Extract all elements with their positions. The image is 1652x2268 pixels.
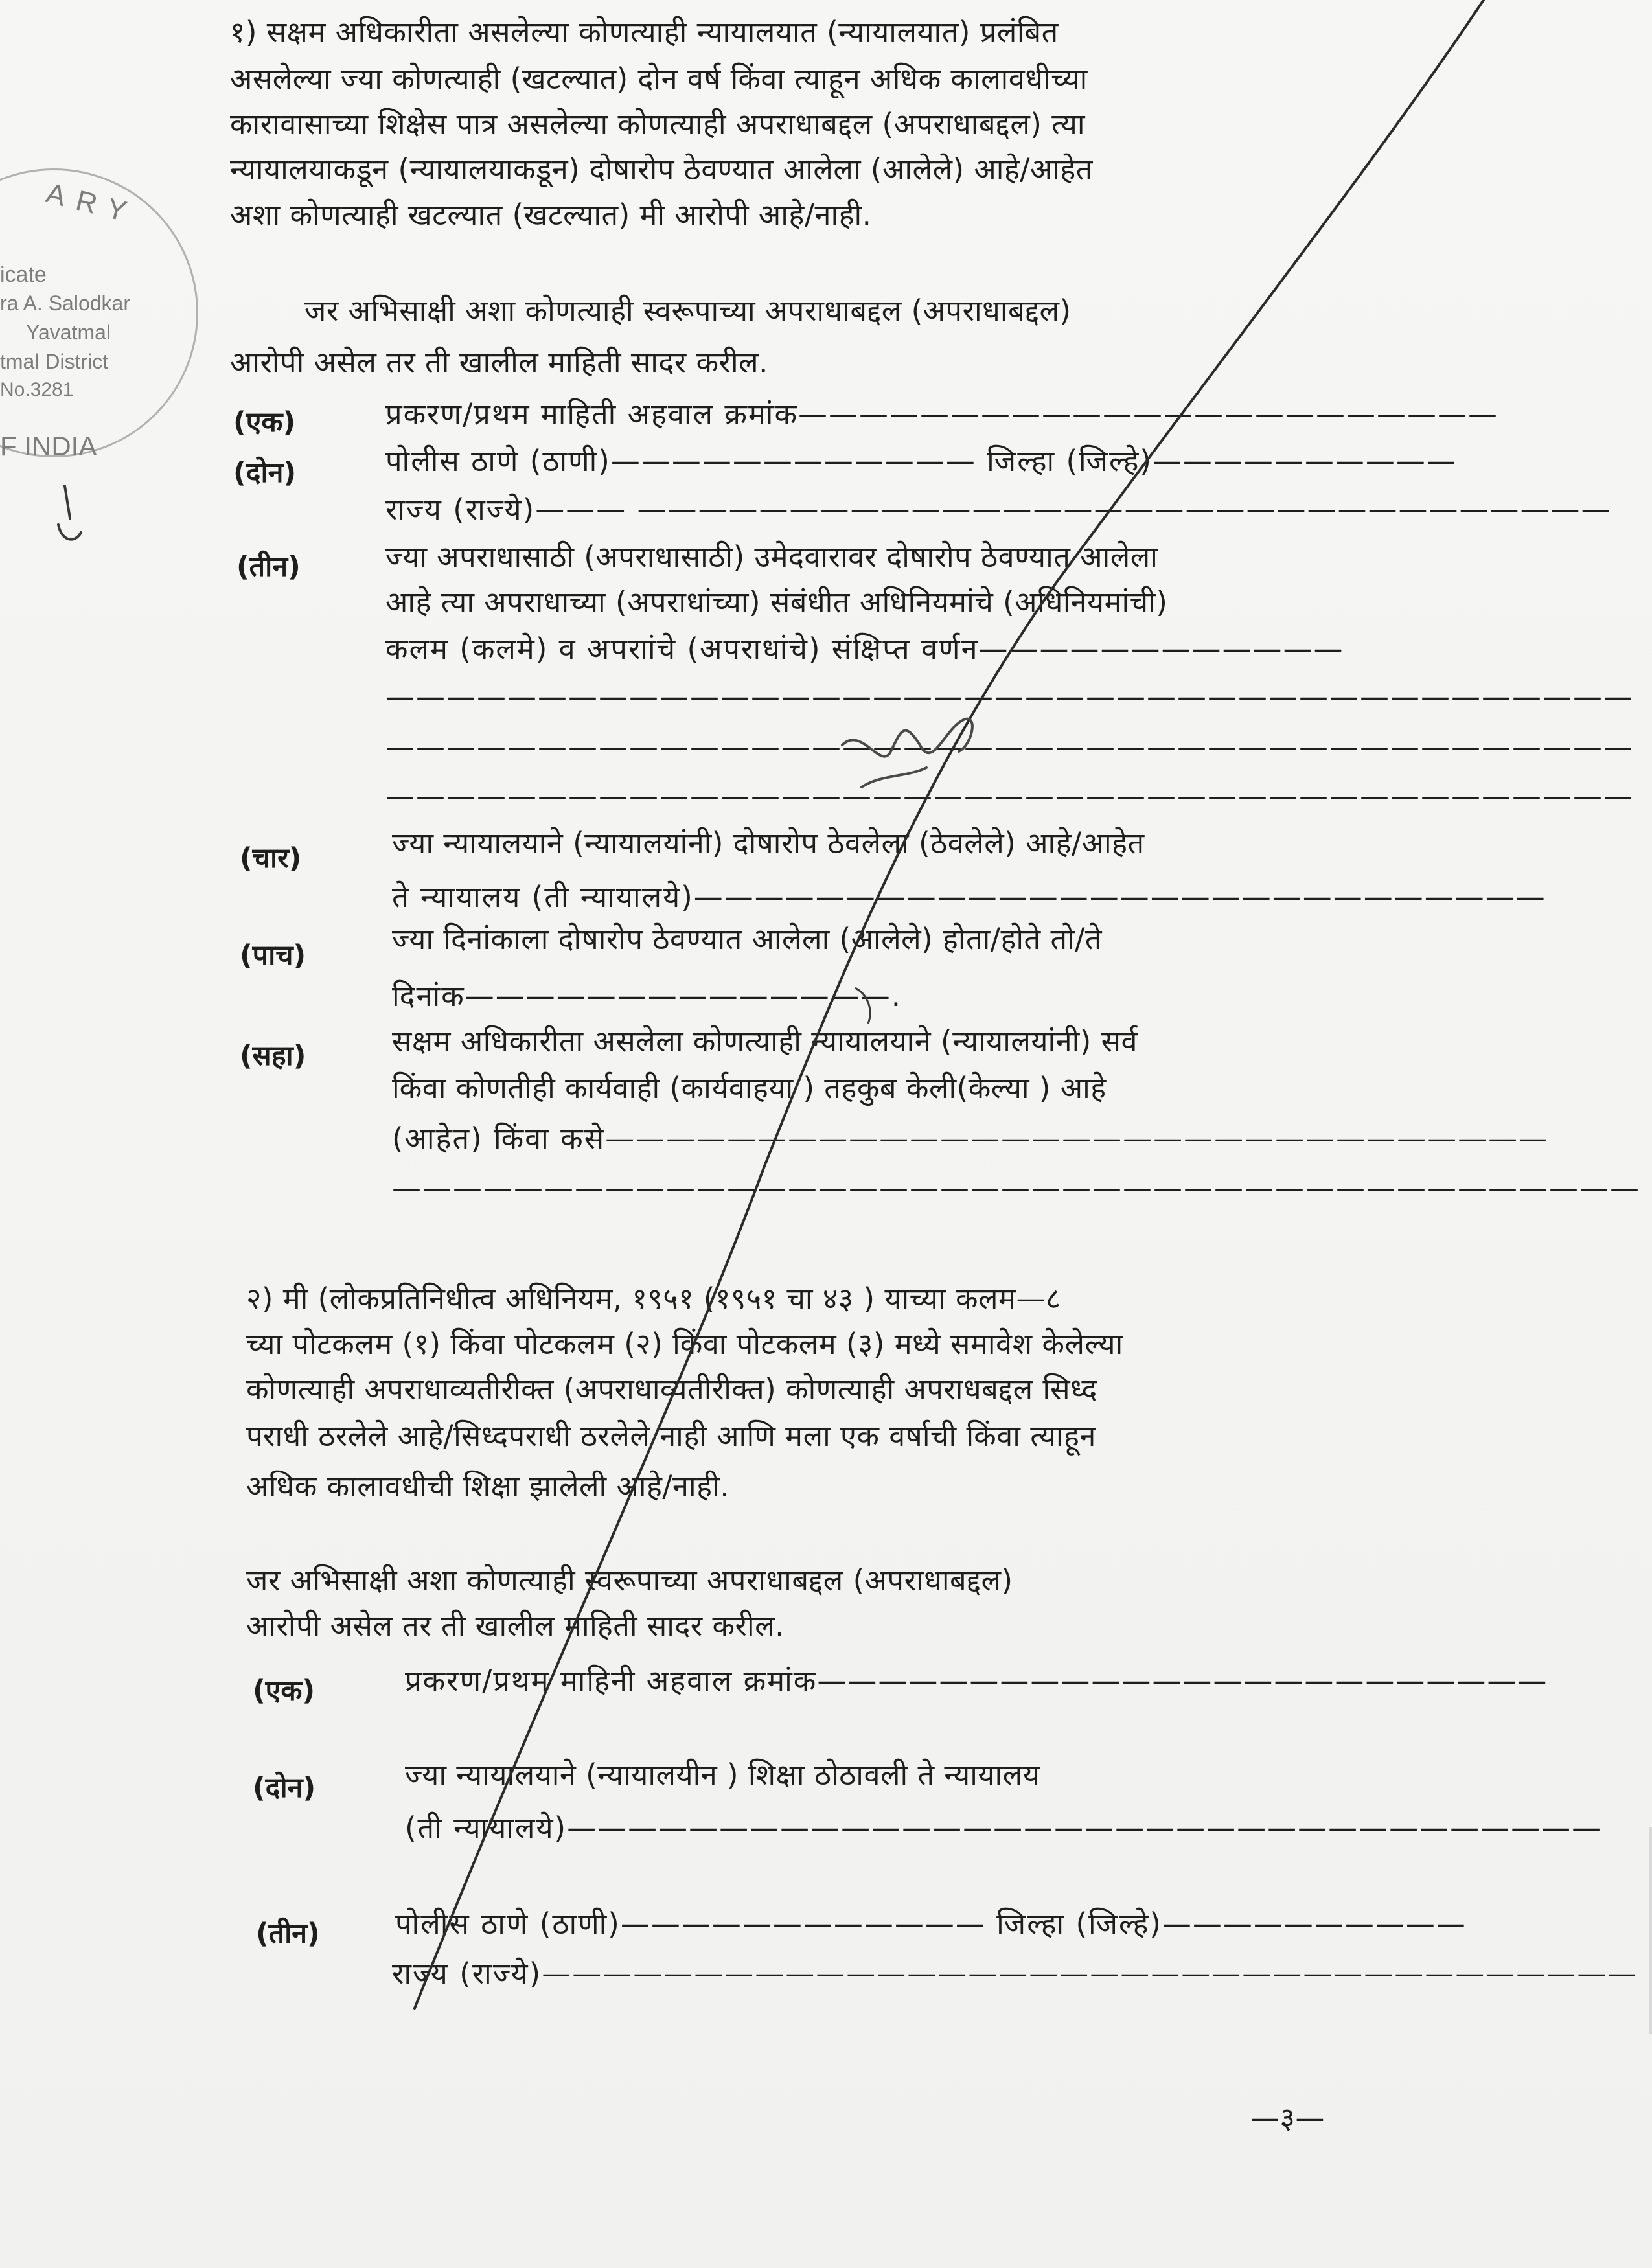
section1-line: न्यायालयाकडून (न्यायालयाकडून) दोषारोप ठेवण्यात आलेला (आलेले) आहे/आहेत [230, 152, 1093, 187]
item-label: (दोन) [233, 457, 297, 489]
stamp-text: ra A. Salodkar [0, 292, 130, 315]
offence-text: आहे त्या अपराधाच्या (अपराधांच्या) संबंधीत अधिनियमांचे (अधिनियमांची) [385, 585, 1168, 619]
blank-line: ————————————————————————————————————————— [385, 730, 1634, 764]
date-text: ज्या दिनांकाला दोषारोप ठेवण्यात आलेला (आलेले) होता/होते तो/ते [392, 922, 1103, 956]
page-number: —३— [1250, 2101, 1325, 2135]
section1-line: असलेल्या ज्या कोणत्याही (खटल्यात) दोन वर्ष किंवा त्याहून अधिक कालावधीच्या [230, 62, 1088, 96]
police-station-field: पोलीस ठाणे (ठाणी)———————————— जिल्हा (जिल्हे)—————————— [385, 444, 1457, 478]
section1-line: १) सक्षम अधिकारीता असलेल्या कोणत्याही न्यायालयात (न्यायालयात) प्रलंबित [230, 15, 1059, 49]
stamp-text: No.3281 [0, 379, 74, 400]
fir-number-field: प्रकरण/प्रथम माहिती अहवाल क्रमांक——————————————————————— [385, 397, 1499, 431]
blank-line: ————————————————————————————————————————— [392, 1171, 1640, 1206]
item-label: (एक) [233, 406, 296, 439]
offence-text: कलम (कलमे) व अपराांचे (अपराधांचे) संक्षिप्त वर्णन———————————— [385, 632, 1344, 666]
stamp-text-bottom: F INDIA [0, 431, 97, 461]
proceedings-text: सक्षम अधिकारीता असलेला कोणत्याही न्यायालयाने (न्यायालयांनी) सर्व [392, 1024, 1138, 1059]
blank-line: ————————————————————————————————————————— [385, 779, 1634, 814]
sentencing-court-field: (ती न्यायालये)—————————————————————————————————— [405, 1811, 1603, 1845]
stamp-text: icate [0, 262, 47, 287]
item-label: (चार) [240, 842, 302, 875]
section2-intro: जर अभिसाक्षी अशा कोणत्याही स्वरूपाच्या अपराधाबद्दल (अपराधाबद्दल) [246, 1563, 1013, 1598]
section2-line: २) मी (लोकप्रतिनिधीत्व अधिनियम, १९५१ (१९५१ चा ४३ ) याच्या कलम—८ [246, 1281, 1061, 1316]
blank-line: ————————————————————————————————————————— [385, 680, 1634, 714]
section2-line: कोणत्याही अपराधाव्यतीरीक्त (अपराधाव्यतीरीक्त) कोणत्याही अपराधबद्दल सिध्द [246, 1372, 1097, 1406]
fir-number-field: प्रकरण/प्रथम माहिनी अहवाल क्रमांक———————————————————————— [405, 1664, 1548, 1698]
item-label: (तीन) [256, 1918, 320, 1950]
section2-line: पराधी ठरलेले आहे/सिध्दपराधी ठरलेले नाही आणि मला एक वर्षाची किंवा त्याहून [246, 1419, 1096, 1453]
stamp-text: tmal District [0, 350, 109, 373]
proceedings-text: किंवा कोणतीही कार्यवाही (कार्यवाहया ) तहकुब केली(केल्या ) आहे [392, 1071, 1107, 1105]
item-label: (तीन) [236, 551, 301, 583]
court-text: ज्या न्यायालयाने (न्यायालयांनी) दोषारोप ठेवलेला (ठेवलेले) आहे/आहेत [392, 826, 1145, 860]
stamp-text: Yavatmal [26, 321, 111, 344]
section2-line: अधिक कालावधीची शिक्षा झालेली आहे/नाही. [246, 1469, 730, 1504]
stamp-text-top: ARY [43, 177, 141, 231]
section1-intro: आरोपी असेल तर ती खालील माहिती सादर करील. [230, 345, 768, 380]
page-edge-shadow [1649, 1827, 1652, 2034]
section2-line: च्या पोटकलम (१) किंवा पोटकलम (२) किंवा पोटकलम (३) मध्ये समावेश केलेल्या [246, 1327, 1123, 1361]
section1-intro: जर अभिसाक्षी अशा कोणत्याही स्वरूपाच्या अपराधाबद्दल (अपराधाबद्दल) [304, 293, 1072, 328]
proceedings-field: (आहेत) किंवा कसे——————————————————————————————— [392, 1121, 1550, 1156]
item-label: (एक) [253, 1675, 315, 1707]
item-label: (दोन) [253, 1772, 316, 1804]
offence-text: ज्या अपराधासाठी (अपराधासाठी) उमेदवारावर दोषारोप ठेवण्यात आलेला [385, 540, 1158, 574]
section2-intro: आरोपी असेल तर ती खालील माहिती सादर करील. [246, 1609, 785, 1643]
police-station-field: पोलीस ठाणे (ठाणी)———————————— जिल्हा (जिल्हे)—————————— [395, 1907, 1467, 1941]
state-field: राज्य (राज्ये)——— ———————————————————————————————— [385, 492, 1612, 527]
court-field: ते न्यायालय (ती न्यायालये)———————————————————————————— [392, 880, 1546, 914]
item-label: (पाच) [240, 939, 306, 972]
margin-tick-mark [45, 479, 97, 551]
item-label: (सहा) [240, 1040, 306, 1072]
date-field: दिनांक——————————————. [392, 979, 902, 1013]
section1-line: कारावासाच्या शिक्षेस पात्र असलेल्या कोणत्याही अपराधाबद्दल (अपराधाबद्दल) त्या [230, 107, 1086, 141]
state-field: राज्य (राज्ये)———————————————————————————————————— [392, 1956, 1638, 1991]
section1-line: अशा कोणत्याही खटल्यात (खटल्यात) मी आरोपी आहे/नाही. [230, 198, 872, 232]
sentencing-court-text: ज्या न्यायालयाने (न्यायालयीन ) शिक्षा ठोठावली ते न्यायालय [405, 1758, 1040, 1792]
